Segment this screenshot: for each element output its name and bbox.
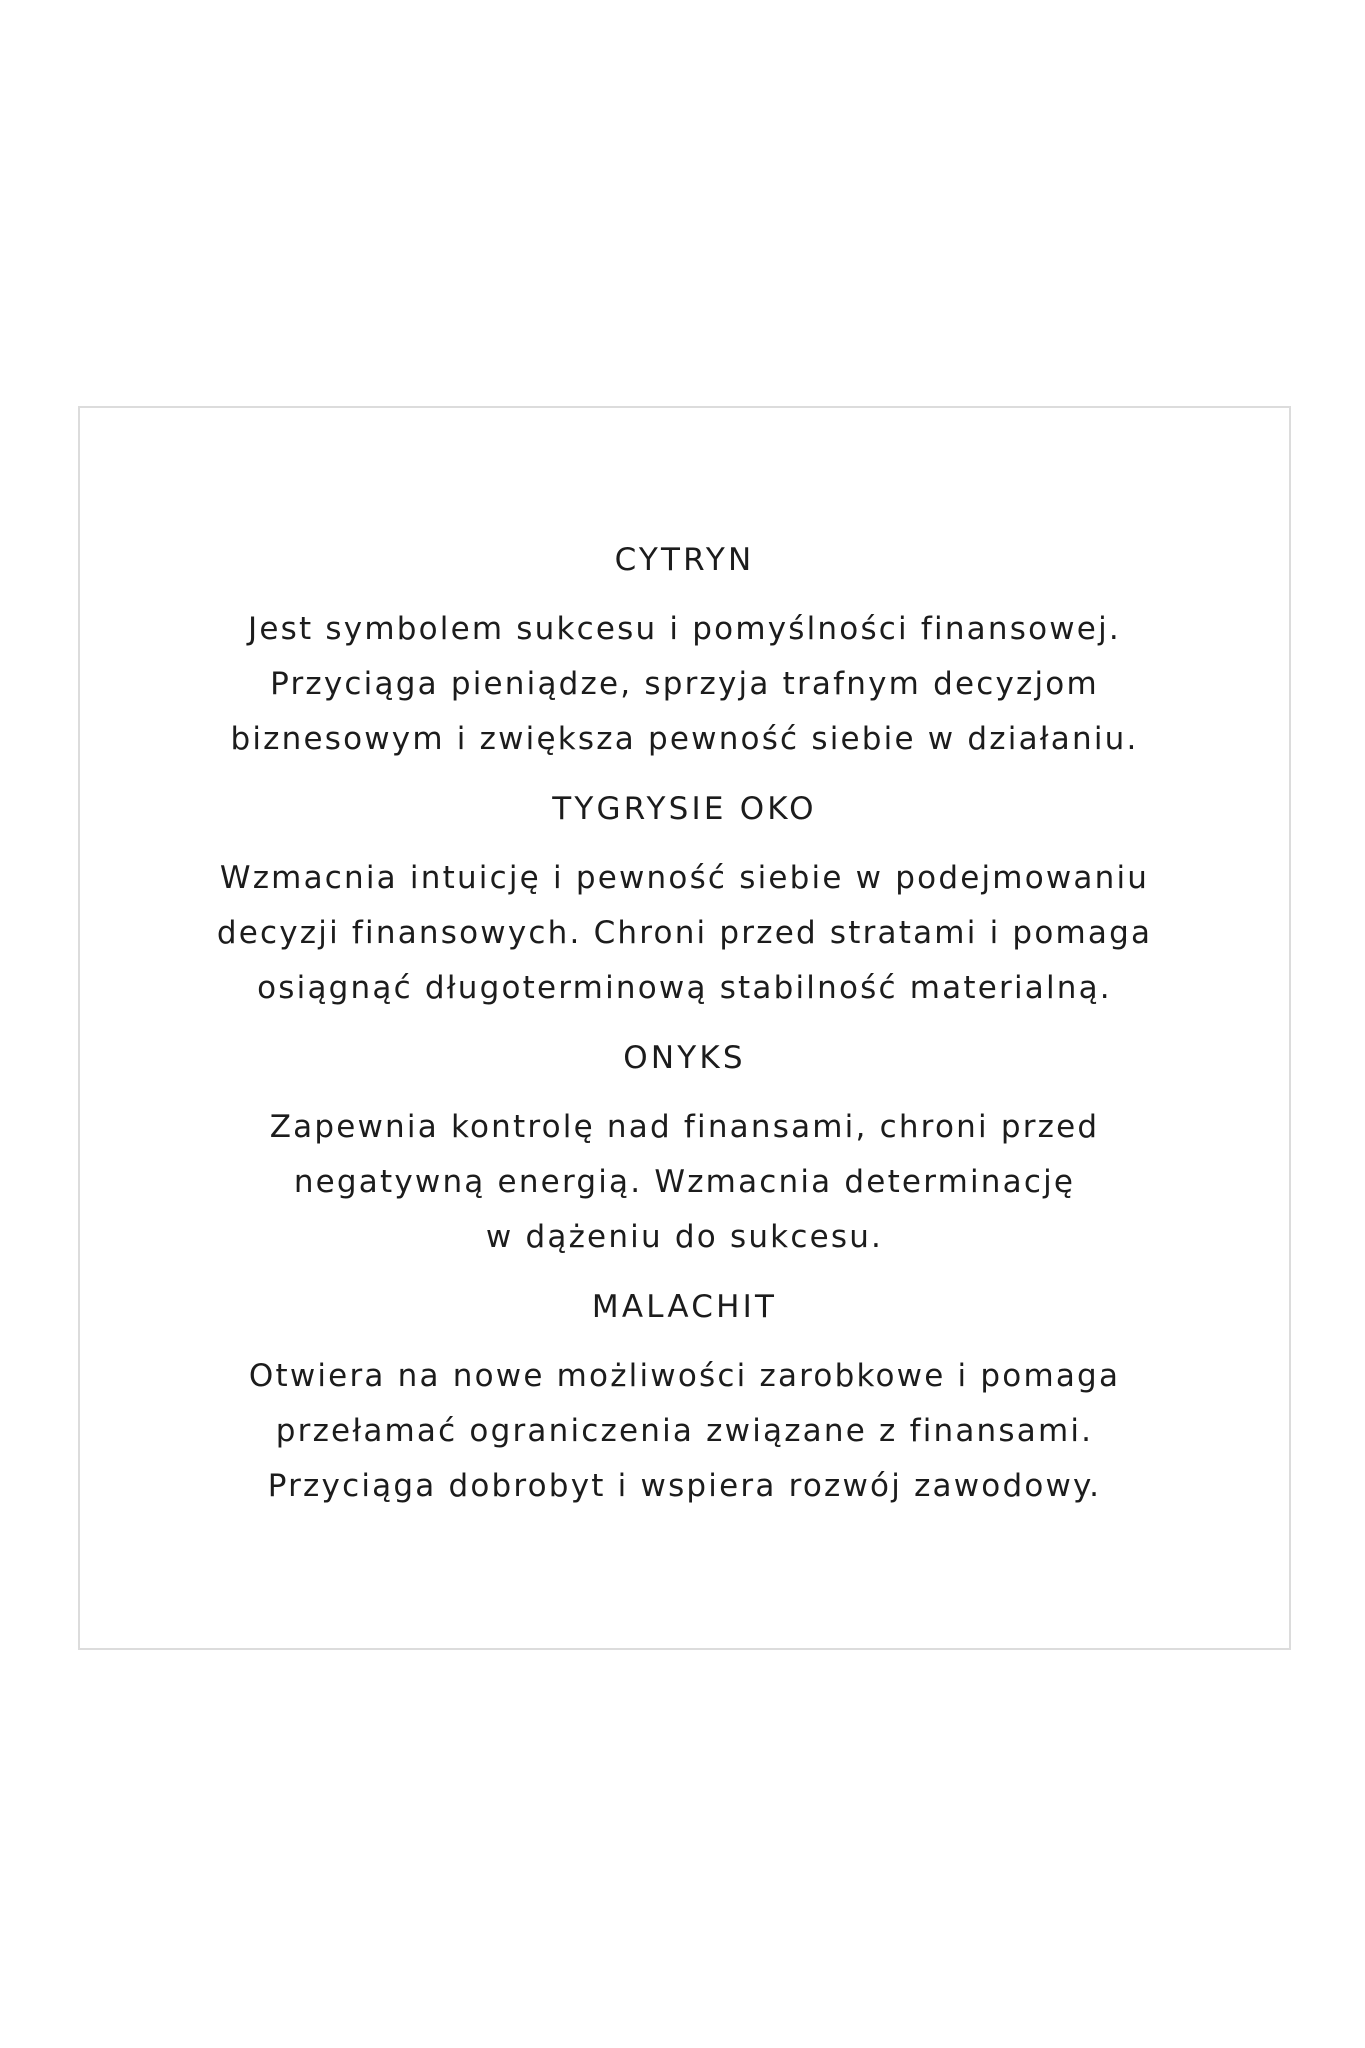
description-line: osiągnąć długoterminową stabilność materialną. [257, 970, 1112, 1006]
stone-heading: CYTRYN [614, 542, 755, 578]
description-line: negatywną energią. Wzmacnia determinację [293, 1164, 1076, 1200]
stone-description [80, 1349, 1289, 1514]
description-line: przełamać ograniczenia związane z finansami. [275, 1413, 1094, 1449]
description-line: biznesowym i zwiększa pewność siebie w działaniu. [230, 721, 1139, 757]
description-line: Przyciąga dobrobyt i wspiera rozwój zawodowy. [267, 1468, 1102, 1504]
stone-section-cytryn [80, 536, 1289, 767]
description-line: decyzji finansowych. Chroni przed stratami i pomaga [216, 915, 1153, 951]
stone-section-malachit [80, 1283, 1289, 1514]
stone-description [80, 1100, 1289, 1265]
stone-section-tygrysie-oko [80, 785, 1289, 1016]
stone-description [80, 851, 1289, 1016]
stone-heading: MALACHIT [591, 1289, 778, 1325]
description-line: Jest symbolem sukcesu i pomyślności finansowej. [248, 611, 1121, 647]
content-card [78, 406, 1291, 1650]
description-line: Przyciąga pieniądze, sprzyja trafnym decyzjom [270, 666, 1099, 702]
stone-description [80, 602, 1289, 767]
stone-section-onyks [80, 1034, 1289, 1265]
description-line: Zapewnia kontrolę nad finansami, chroni przed [269, 1109, 1100, 1145]
stone-heading: ONYKS [623, 1040, 746, 1076]
stones-list [80, 536, 1289, 1514]
stone-heading: TYGRYSIE OKO [552, 791, 817, 827]
description-line: w dążeniu do sukcesu. [485, 1219, 884, 1255]
description-line: Wzmacnia intuicję i pewność siebie w podejmowaniu [219, 860, 1150, 896]
description-line: Otwiera na nowe możliwości zarobkowe i pomaga [248, 1358, 1121, 1394]
